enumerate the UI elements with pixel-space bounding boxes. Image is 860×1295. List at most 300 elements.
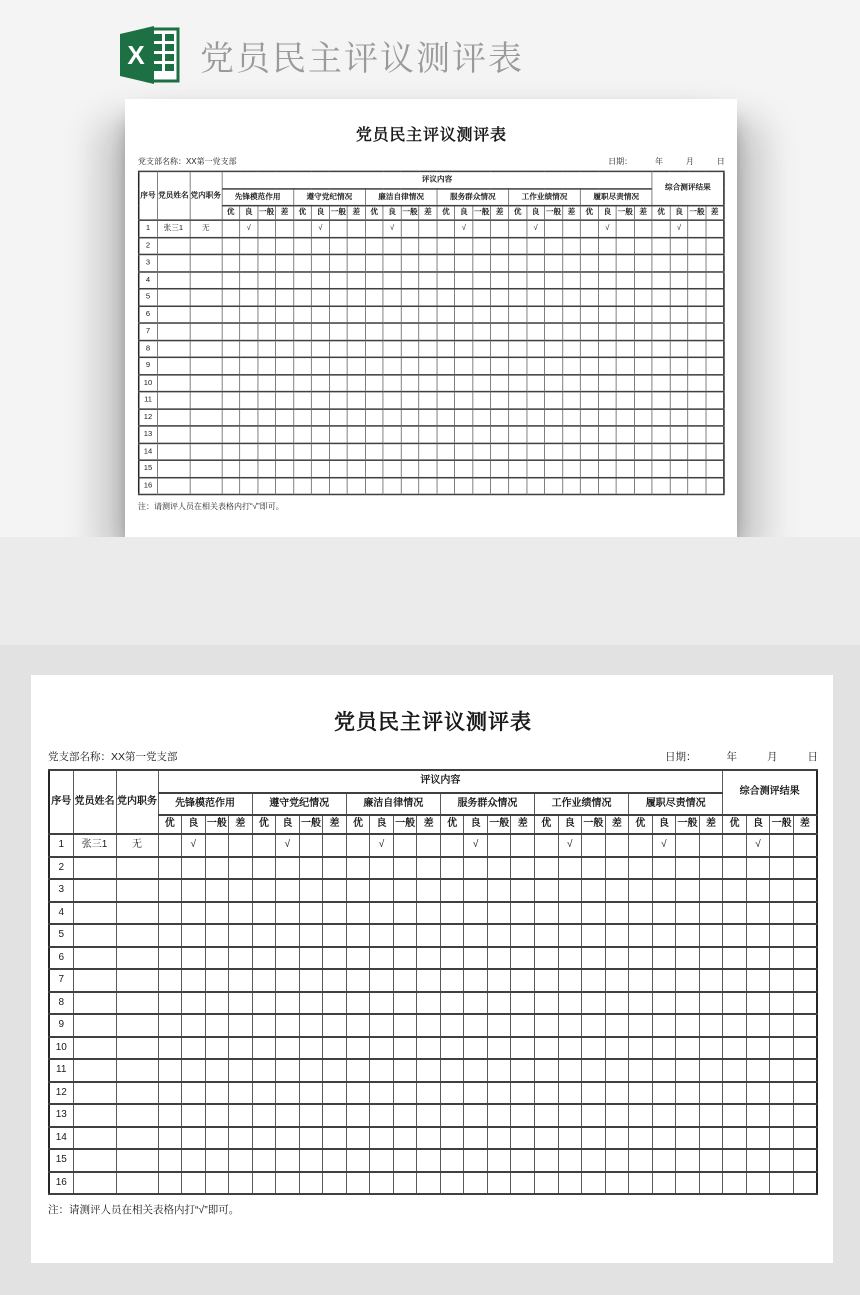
cell-rating-empty — [393, 969, 417, 992]
cell-rating-empty — [329, 255, 347, 272]
cell-rating-empty — [464, 969, 488, 992]
cell-rating-empty — [346, 1172, 370, 1195]
cell-rating-empty — [182, 879, 206, 902]
cell-rating-empty — [558, 902, 582, 925]
cell-rating-empty — [487, 834, 511, 857]
cell-name — [157, 375, 190, 392]
cell-rating-empty — [370, 947, 394, 970]
cell-rating-empty — [652, 306, 670, 323]
cell-rating-empty — [527, 340, 545, 357]
cell-rating-empty — [323, 1149, 347, 1172]
cell-rating-empty — [652, 460, 670, 477]
cell-rating-empty — [347, 392, 365, 409]
cell-rating-empty — [370, 924, 394, 947]
col-header-group: 遵守党纪情况 — [293, 189, 365, 206]
cell-rating-empty — [582, 1014, 606, 1037]
cell-rating-empty — [229, 902, 253, 925]
cell-rating-empty — [616, 392, 634, 409]
cell-name — [73, 969, 116, 992]
cell-seq: 2 — [49, 857, 73, 880]
cell-rating-empty — [276, 857, 300, 880]
cell-rating-empty — [746, 924, 770, 947]
cell-rating-empty — [676, 902, 700, 925]
cell-rating-empty — [473, 443, 491, 460]
cell-rating-empty — [276, 477, 294, 494]
cell-rating-empty — [393, 1127, 417, 1150]
cell-rating-empty — [723, 879, 747, 902]
cell-rating-empty — [688, 426, 706, 443]
cell-rating-empty — [240, 409, 258, 426]
cell-rating-empty — [676, 1127, 700, 1150]
cell-rating-empty — [383, 443, 401, 460]
cell-rating-empty — [370, 992, 394, 1015]
cell-rating-empty — [487, 1014, 511, 1037]
cell-role — [116, 902, 158, 925]
cell-rating-empty — [582, 1104, 606, 1127]
table-row — [49, 1059, 817, 1082]
cell-name: 张三1 — [73, 834, 116, 857]
col-header-rating: 一般 — [258, 206, 276, 220]
cell-rating-empty — [580, 220, 598, 237]
cell-rating-empty — [182, 1172, 206, 1195]
cell-rating-empty — [393, 924, 417, 947]
cell-rating-empty — [558, 1104, 582, 1127]
cell-rating-empty — [240, 272, 258, 289]
cell-rating-empty — [634, 340, 652, 357]
cell-name — [157, 289, 190, 306]
cell-rating-empty — [652, 902, 676, 925]
cell-rating-empty — [629, 902, 653, 925]
cell-rating-empty — [793, 1082, 817, 1105]
cell-rating-empty — [487, 969, 511, 992]
cell-check-mark: √ — [240, 220, 258, 237]
cell-rating-empty — [329, 426, 347, 443]
cell-rating-empty — [793, 969, 817, 992]
cell-rating-empty — [746, 1149, 770, 1172]
cell-rating-empty — [535, 857, 559, 880]
col-header-rating: 优 — [535, 815, 559, 834]
cell-rating-empty — [393, 1104, 417, 1127]
table-row — [49, 947, 817, 970]
cell-rating-empty — [770, 1014, 794, 1037]
cell-rating-empty — [370, 1037, 394, 1060]
cell-rating-empty — [437, 426, 455, 443]
cell-rating-empty — [437, 340, 455, 357]
cell-rating-empty — [276, 323, 294, 340]
cell-rating-empty — [440, 1037, 464, 1060]
cell-rating-empty — [258, 375, 276, 392]
cell-role — [116, 1104, 158, 1127]
date-unit: 日 — [716, 157, 725, 167]
cell-rating-empty — [558, 1172, 582, 1195]
cell-rating-empty — [487, 1127, 511, 1150]
cell-rating-empty — [323, 902, 347, 925]
cell-rating-empty — [293, 255, 311, 272]
cell-rating-empty — [323, 969, 347, 992]
cell-rating-empty — [437, 306, 455, 323]
cell-rating-empty — [346, 947, 370, 970]
cell-rating-empty — [222, 375, 240, 392]
cell-rating-empty — [688, 409, 706, 426]
cell-rating-empty — [605, 1082, 629, 1105]
cell-rating-empty — [605, 857, 629, 880]
cell-rating-empty — [393, 1149, 417, 1172]
cell-rating-empty — [347, 375, 365, 392]
cell-rating-empty — [293, 375, 311, 392]
cell-rating-empty — [182, 1037, 206, 1060]
cell-rating-empty — [511, 1014, 535, 1037]
col-header-rating: 一般 — [545, 206, 563, 220]
col-header-rating: 优 — [723, 815, 747, 834]
cell-rating-empty — [158, 1014, 182, 1037]
cell-rating-empty — [473, 409, 491, 426]
cell-rating-empty — [158, 969, 182, 992]
cell-rating-empty — [562, 255, 580, 272]
cell-rating-empty — [487, 1059, 511, 1082]
cell-check-mark: √ — [527, 220, 545, 237]
cell-rating-empty — [299, 902, 323, 925]
cell-check-mark: √ — [670, 220, 688, 237]
cell-rating-empty — [527, 409, 545, 426]
cell-rating-empty — [222, 306, 240, 323]
cell-seq: 1 — [139, 220, 157, 237]
cell-rating-empty — [605, 879, 629, 902]
col-header-seq: 序号 — [49, 770, 73, 834]
cell-role — [116, 1014, 158, 1037]
cell-rating-empty — [383, 289, 401, 306]
cell-rating-empty — [487, 857, 511, 880]
cell-rating-empty — [252, 1172, 276, 1195]
cell-rating-empty — [676, 1059, 700, 1082]
cell-rating-empty — [676, 879, 700, 902]
cell-seq: 4 — [49, 902, 73, 925]
cell-rating-empty — [582, 879, 606, 902]
cell-rating-empty — [158, 1082, 182, 1105]
cell-rating-empty — [229, 1127, 253, 1150]
cell-rating-empty — [770, 1082, 794, 1105]
cell-rating-empty — [723, 834, 747, 857]
cell-rating-empty — [688, 477, 706, 494]
cell-rating-empty — [634, 426, 652, 443]
cell-rating-empty — [616, 477, 634, 494]
cell-rating-empty — [329, 237, 347, 254]
cell-rating-empty — [793, 924, 817, 947]
col-header-rating: 良 — [558, 815, 582, 834]
date-unit: 日 — [807, 751, 818, 764]
cell-rating-empty — [299, 1059, 323, 1082]
cell-rating-empty — [299, 969, 323, 992]
cell-rating-empty — [401, 272, 419, 289]
cell-rating-empty — [699, 947, 723, 970]
cell-rating-empty — [670, 272, 688, 289]
cell-rating-empty — [276, 992, 300, 1015]
cell-rating-empty — [311, 443, 329, 460]
cell-rating-empty — [605, 1104, 629, 1127]
cell-rating-empty — [346, 1082, 370, 1105]
cell-check-mark: √ — [558, 834, 582, 857]
cell-seq: 7 — [139, 323, 157, 340]
cell-rating-empty — [491, 426, 509, 443]
col-header-group: 先锋模范作用 — [158, 793, 252, 815]
cell-rating-empty — [511, 924, 535, 947]
cell-rating-empty — [491, 477, 509, 494]
cell-name — [73, 992, 116, 1015]
cell-rating-empty — [222, 392, 240, 409]
cell-seq: 12 — [49, 1082, 73, 1105]
cell-rating-empty — [401, 426, 419, 443]
cell-rating-empty — [535, 992, 559, 1015]
cell-rating-empty — [545, 409, 563, 426]
cell-rating-empty — [455, 409, 473, 426]
cell-role — [116, 879, 158, 902]
cell-rating-empty — [746, 902, 770, 925]
cell-rating-empty — [464, 947, 488, 970]
cell-rating-empty — [252, 879, 276, 902]
table-row — [139, 306, 724, 323]
cell-seq: 15 — [139, 460, 157, 477]
cell-rating-empty — [158, 1127, 182, 1150]
cell-rating-empty — [746, 1014, 770, 1037]
cell-role: 无 — [116, 834, 158, 857]
cell-rating-empty — [670, 306, 688, 323]
cell-rating-empty — [580, 426, 598, 443]
cell-name — [157, 357, 190, 374]
cell-rating-empty — [545, 426, 563, 443]
cell-rating-empty — [770, 857, 794, 880]
cell-rating-empty — [473, 289, 491, 306]
cell-seq: 6 — [139, 306, 157, 323]
cell-role — [116, 1082, 158, 1105]
cell-rating-empty — [634, 306, 652, 323]
cell-rating-empty — [401, 289, 419, 306]
cell-seq: 13 — [139, 426, 157, 443]
col-header-rating: 良 — [276, 815, 300, 834]
cell-rating-empty — [688, 460, 706, 477]
cell-rating-empty — [455, 255, 473, 272]
cell-rating-empty — [670, 426, 688, 443]
cell-rating-empty — [401, 443, 419, 460]
cell-rating-empty — [509, 255, 527, 272]
cell-rating-empty — [509, 340, 527, 357]
cell-rating-empty — [629, 992, 653, 1015]
cell-rating-empty — [699, 834, 723, 857]
cell-rating-empty — [605, 1127, 629, 1150]
cell-rating-empty — [182, 924, 206, 947]
cell-rating-empty — [393, 1082, 417, 1105]
excel-icon — [118, 25, 182, 85]
cell-rating-empty — [670, 443, 688, 460]
cell-rating-empty — [699, 902, 723, 925]
cell-rating-empty — [464, 902, 488, 925]
cell-rating-empty — [491, 289, 509, 306]
col-header-rating: 一般 — [473, 206, 491, 220]
cell-rating-empty — [455, 289, 473, 306]
cell-rating-empty — [393, 902, 417, 925]
cell-rating-empty — [455, 375, 473, 392]
cell-rating-empty — [629, 879, 653, 902]
cell-rating-empty — [455, 460, 473, 477]
cell-rating-empty — [629, 1104, 653, 1127]
cell-rating-empty — [299, 834, 323, 857]
col-header-rating: 差 — [634, 206, 652, 220]
cell-name — [73, 924, 116, 947]
cell-role — [116, 857, 158, 880]
cell-rating-empty — [329, 306, 347, 323]
table-row — [139, 426, 724, 443]
cell-rating-empty — [535, 969, 559, 992]
cell-rating-empty — [706, 340, 724, 357]
cell-rating-empty — [276, 289, 294, 306]
cell-seq: 3 — [139, 255, 157, 272]
cell-rating-empty — [258, 323, 276, 340]
cell-rating-empty — [652, 1172, 676, 1195]
cell-rating-empty — [706, 460, 724, 477]
cell-rating-empty — [770, 1172, 794, 1195]
cell-rating-empty — [509, 220, 527, 237]
cell-rating-empty — [545, 443, 563, 460]
cell-rating-empty — [670, 477, 688, 494]
table-row — [139, 255, 724, 272]
cell-rating-empty — [440, 857, 464, 880]
cell-role — [116, 1127, 158, 1150]
cell-rating-empty — [770, 902, 794, 925]
cell-rating-empty — [545, 220, 563, 237]
cell-rating-empty — [545, 255, 563, 272]
cell-rating-empty — [676, 969, 700, 992]
cell-rating-empty — [688, 340, 706, 357]
cell-rating-empty — [598, 375, 616, 392]
cell-rating-empty — [616, 255, 634, 272]
cell-rating-empty — [258, 443, 276, 460]
cell-rating-empty — [252, 1082, 276, 1105]
cell-rating-empty — [511, 902, 535, 925]
cell-rating-empty — [419, 357, 437, 374]
cell-rating-empty — [222, 426, 240, 443]
cell-rating-empty — [258, 460, 276, 477]
table-row — [139, 409, 724, 426]
cell-rating-empty — [417, 902, 441, 925]
document-preview-thumbnail — [125, 99, 737, 537]
cell-name — [157, 460, 190, 477]
date-label: 日期： — [608, 157, 633, 167]
cell-rating-empty — [240, 306, 258, 323]
cell-rating-empty — [455, 357, 473, 374]
cell-rating-empty — [652, 392, 670, 409]
cell-rating-empty — [440, 1014, 464, 1037]
table-row — [49, 1127, 817, 1150]
cell-rating-empty — [487, 1082, 511, 1105]
cell-rating-empty — [616, 289, 634, 306]
cell-rating-empty — [527, 289, 545, 306]
cell-rating-empty — [629, 924, 653, 947]
cell-rating-empty — [222, 409, 240, 426]
cell-rating-empty — [205, 1059, 229, 1082]
cell-rating-empty — [158, 1172, 182, 1195]
cell-rating-empty — [370, 1149, 394, 1172]
cell-rating-empty — [182, 902, 206, 925]
cell-seq: 8 — [139, 340, 157, 357]
cell-rating-empty — [598, 323, 616, 340]
cell-rating-empty — [440, 1082, 464, 1105]
cell-rating-empty — [473, 375, 491, 392]
cell-rating-empty — [311, 460, 329, 477]
cell-rating-empty — [365, 375, 383, 392]
cell-rating-empty — [311, 306, 329, 323]
cell-rating-empty — [527, 323, 545, 340]
section-divider-band — [0, 537, 860, 645]
cell-rating-empty — [293, 443, 311, 460]
cell-rating-empty — [455, 392, 473, 409]
cell-rating-empty — [746, 1172, 770, 1195]
cell-rating-empty — [558, 1059, 582, 1082]
date-unit: 年 — [726, 751, 737, 764]
cell-check-mark: √ — [182, 834, 206, 857]
cell-rating-empty — [440, 924, 464, 947]
cell-rating-empty — [491, 255, 509, 272]
cell-rating-empty — [158, 879, 182, 902]
cell-rating-empty — [293, 460, 311, 477]
cell-rating-empty — [158, 1149, 182, 1172]
cell-rating-empty — [393, 857, 417, 880]
cell-rating-empty — [393, 834, 417, 857]
cell-rating-empty — [347, 426, 365, 443]
cell-rating-empty — [652, 857, 676, 880]
cell-rating-empty — [527, 272, 545, 289]
cell-rating-empty — [258, 220, 276, 237]
cell-rating-empty — [258, 357, 276, 374]
cell-rating-empty — [323, 1172, 347, 1195]
table-row — [139, 272, 724, 289]
cell-rating-empty — [706, 409, 724, 426]
cell-rating-empty — [699, 924, 723, 947]
cell-rating-empty — [491, 306, 509, 323]
cell-rating-empty — [365, 237, 383, 254]
cell-rating-empty — [299, 1037, 323, 1060]
cell-rating-empty — [473, 306, 491, 323]
cell-rating-empty — [311, 375, 329, 392]
col-header-group: 服务群众情况 — [440, 793, 534, 815]
col-header-name: 党员姓名 — [73, 770, 116, 834]
cell-rating-empty — [723, 1172, 747, 1195]
cell-rating-empty — [652, 924, 676, 947]
cell-rating-empty — [616, 375, 634, 392]
cell-role — [190, 375, 222, 392]
cell-rating-empty — [676, 1014, 700, 1037]
cell-rating-empty — [419, 460, 437, 477]
cell-rating-empty — [582, 969, 606, 992]
cell-rating-empty — [598, 306, 616, 323]
cell-rating-empty — [699, 879, 723, 902]
date-label: 日期： — [665, 751, 697, 764]
cell-rating-empty — [365, 460, 383, 477]
cell-rating-empty — [527, 392, 545, 409]
cell-rating-empty — [487, 1104, 511, 1127]
col-header-rating: 差 — [419, 206, 437, 220]
cell-rating-empty — [240, 255, 258, 272]
cell-rating-empty — [464, 1082, 488, 1105]
cell-rating-empty — [222, 357, 240, 374]
cell-name — [157, 306, 190, 323]
cell-rating-empty — [182, 992, 206, 1015]
cell-rating-empty — [252, 1104, 276, 1127]
cell-rating-empty — [347, 323, 365, 340]
col-header-rating: 优 — [222, 206, 240, 220]
cell-rating-empty — [699, 1037, 723, 1060]
cell-rating-empty — [605, 992, 629, 1015]
col-header-role: 党内职务 — [190, 171, 222, 220]
cell-rating-empty — [419, 375, 437, 392]
table-row — [49, 992, 817, 1015]
